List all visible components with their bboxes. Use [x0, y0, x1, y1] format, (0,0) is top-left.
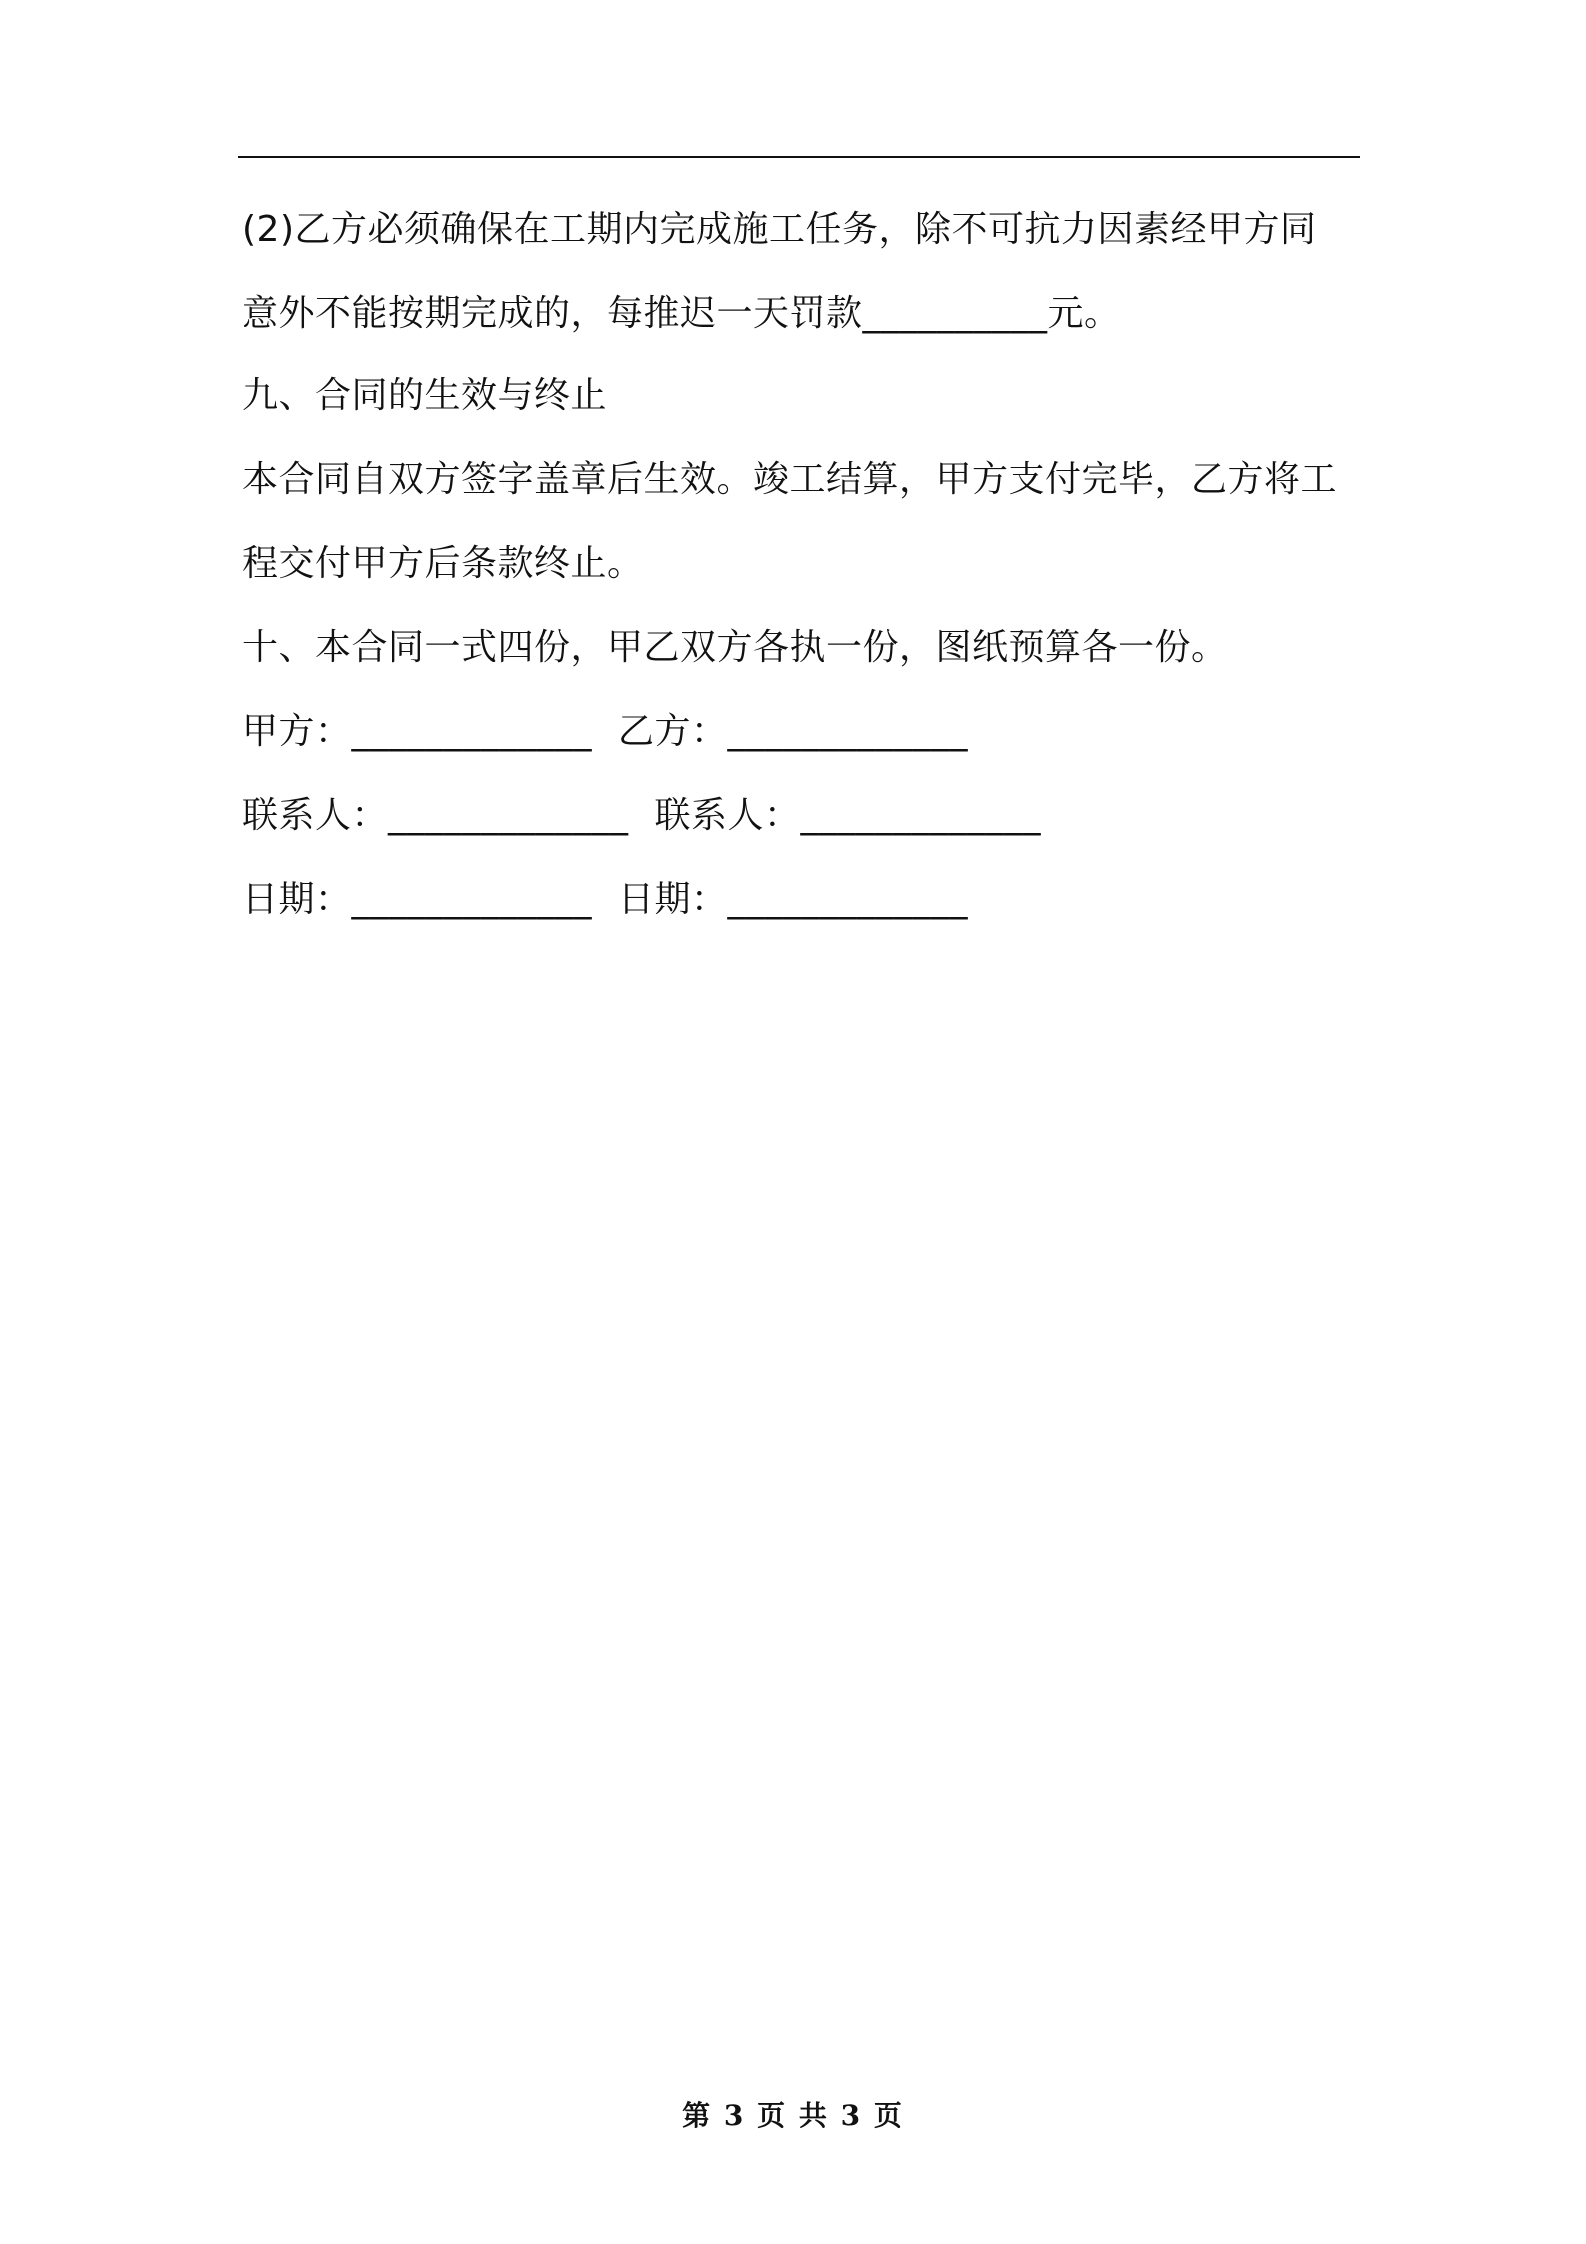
section-9-line-1: 本合同自双方签字盖章后生效。竣工结算，甲方支付完毕，乙方将工: [242, 459, 1338, 500]
date-b-label: 日期：: [617, 879, 728, 920]
clause-8-2-line-2: 意外不能按期完成的，每推迟一天罚款__________元。: [242, 293, 1121, 334]
header-rule: [238, 156, 1360, 158]
section-9-title: 九、合同的生效与终止: [242, 375, 608, 416]
party-b-label: 乙方：: [617, 711, 728, 752]
contact-b-label: 联系人：: [654, 795, 801, 836]
date-b-blank: _____________: [727, 879, 968, 920]
contact-b-blank: _____________: [800, 795, 1041, 836]
section-10: 十、本合同一式四份，甲乙双方各执一份，图纸预算各一份。: [242, 627, 1228, 668]
signature-row-party: [242, 710, 1362, 754]
contact-a-label: 联系人：: [242, 795, 389, 836]
page-indicator: 第 3 页 共 3 页: [682, 2099, 904, 2132]
contact-a-blank: _____________: [388, 795, 629, 836]
party-b-blank: _____________: [727, 711, 968, 752]
party-a-blank: _____________: [351, 711, 593, 752]
date-a-label: 日期：: [242, 879, 352, 920]
section-9-line-2: 程交付甲方后条款终止。: [242, 543, 644, 584]
signature-row-contact: [242, 794, 1362, 838]
date-a-blank: _____________: [351, 879, 593, 920]
party-a-label: 甲方：: [242, 711, 352, 752]
signature-row-date: [242, 878, 1362, 922]
clause-8-2-line-1: (2)乙方必须确保在工期内完成施工任务，除不可抗力因素经甲方同: [242, 209, 1317, 250]
